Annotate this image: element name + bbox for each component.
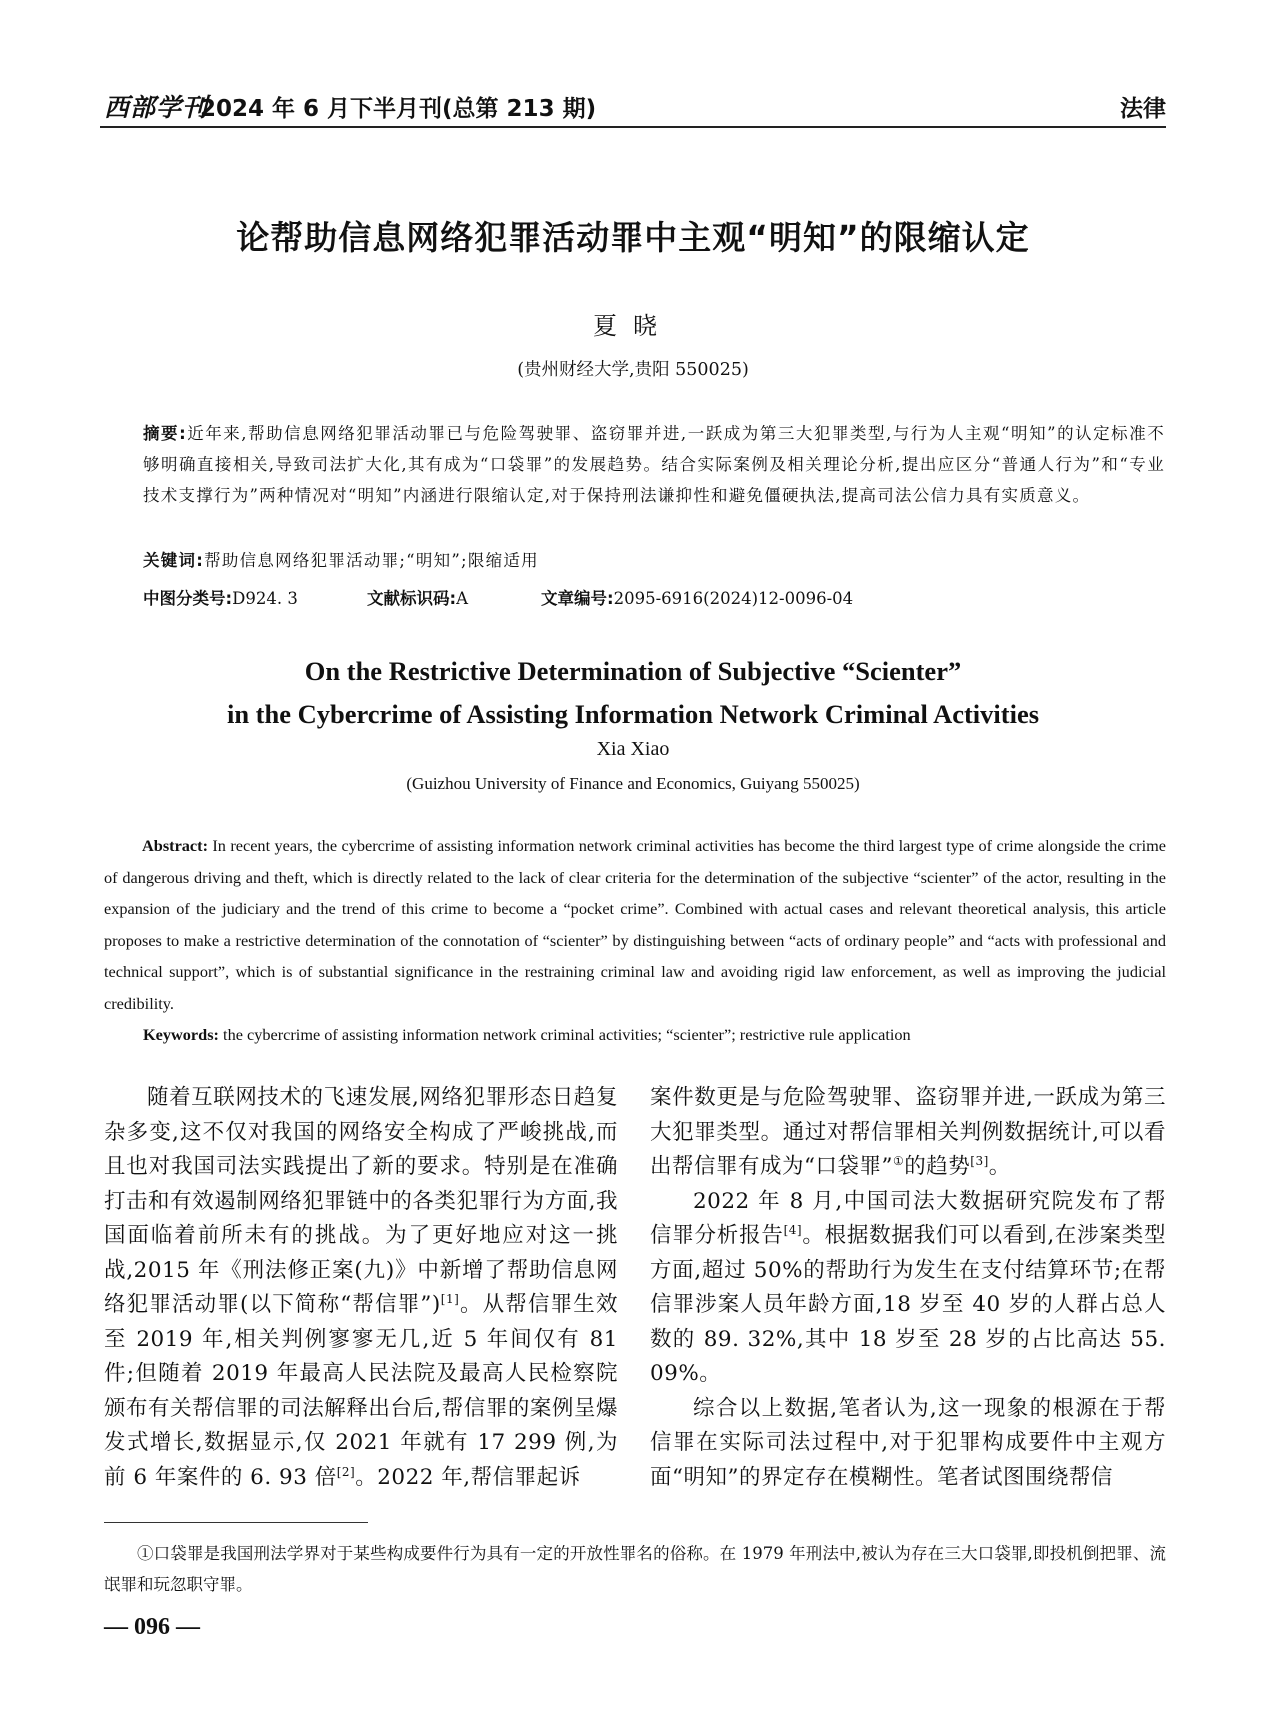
footnote-rule	[104, 1522, 368, 1523]
body-text: 。根据数据我们可以看到,在涉案类型方面,超过 50%的帮助行为发生在支付结算环节;在帮信罪涉案人员年龄方面,18 岁至 40 岁的人群占总人数的 89. 32%,其中 18 岁至 28 岁的占比高达 55. 09%。	[650, 1223, 1166, 1386]
title-en-line2: in the Cybercrime of Assisting Information Network Criminal Activities	[226, 699, 1040, 729]
author-en: Xia Xiao	[596, 738, 670, 760]
body-paragraph	[104, 1081, 618, 1495]
abstract-cn-label: 摘要:	[143, 424, 187, 443]
body-text: 案件数更是与危险驾驶罪、盗窃罪并进,一跃成为第三大犯罪类型。通过对帮信罪相关判例数据统计,可以看出帮信罪有成为“口袋罪”	[650, 1085, 1166, 1179]
doc-code-value: A	[456, 589, 469, 608]
abstract-cn-text: 近年来,帮助信息网络犯罪活动罪已与危险驾驶罪、盗窃罪并进,一跃成为第三大犯罪类型,与行为人主观“明知”的认定标准不够明确直接相关,导致司法扩大化,其有成为“口袋罪”的发展趋势。结合实际案例及相关理论分析,提出应区分“普通人行为”和“专业技术支撑行为”两种情况对“明知”内涵进行限缩认定,对于保持刑法谦抑性和避免僵硬执法,提高司法公信力具有实质意义。	[143, 424, 1165, 505]
body-text: 。	[988, 1154, 1011, 1179]
body-paragraph	[650, 1185, 1166, 1392]
keywords-cn	[143, 547, 1143, 571]
document-code	[367, 585, 468, 609]
body-text: 。从帮信罪生效至 2019 年,相关判例寥寥无几,近 5 年间仅有 81 件;但随着 2019 年最高人民法院及最高人民检察院颁布有关帮信罪的司法解释出台后,帮信罪的案例呈爆发式增长,数据显示,仅 2021 年就有 17 299 例,为前 6 年案件的 6. 93 倍	[104, 1292, 618, 1490]
clc-label: 中图分类号:	[143, 589, 233, 608]
body-paragraph	[650, 1081, 1166, 1185]
affiliation-en: (Guizhou University of Finance and Economics, Guiyang 550025)	[406, 774, 860, 793]
body-column-left	[104, 1081, 618, 1495]
footnote-mark: ①	[892, 1153, 905, 1168]
affiliation-cn: (贵州财经大学,贵阳 550025)	[517, 360, 749, 380]
section-name: 法律	[1120, 96, 1166, 122]
citation-ref: [1]	[440, 1291, 460, 1306]
keywords-en	[143, 1025, 1166, 1045]
clc-number	[143, 585, 298, 609]
citation-ref: [4]	[783, 1222, 803, 1237]
running-header	[104, 86, 1166, 122]
journal-issue: 2024 年 6 月下半月刊(总第 213 期)	[200, 96, 597, 122]
doc-code-label: 文献标识码:	[367, 589, 457, 608]
page-title-en	[100, 650, 1166, 736]
clc-value: D924. 3	[232, 589, 298, 608]
keywords-en-label: Keywords:	[143, 1025, 219, 1044]
body-paragraph	[650, 1392, 1166, 1496]
abstract-en	[104, 830, 1166, 1019]
article-no-value: 2095-6916(2024)12-0096-04	[613, 589, 854, 608]
header-rule	[100, 126, 1166, 128]
abstract-en-text: In recent years, the cybercrime of assisting information network criminal activities has become the third largest type of crime alongside the crime of dangerous driving and theft, which is directly related to the lack of clear criteria for the determination of the subjective “scienter” of the actor, resulting in the expansion of the judiciary and the trend of this crime to become a “pocket crime”. Combined with actual cases and relevant theoretical analysis, this article proposes to make a restrictive determination of the connotation of “scienter” by distinguishing between “acts of ordinary people” and “acts with professional and technical support”, which is of substantial significance in the restraining criminal law and avoiding rigid law enforcement, as well as improving the judicial credibility.	[104, 836, 1166, 1013]
body-text: 的趋势	[904, 1154, 971, 1179]
journal-logo: 西部学刊	[104, 93, 209, 122]
keywords-en-text: the cybercrime of assisting information network criminal activities; “scienter”; restrictive rule application	[223, 1025, 911, 1044]
body-text: 2022 年 8 月,中国司法大数据研究院发布了帮信罪分析报告	[650, 1188, 1166, 1248]
citation-ref: [2]	[336, 1464, 356, 1479]
abstract-cn	[143, 418, 1165, 511]
title-en-line1: On the Restrictive Determination of Subjective “Scienter”	[304, 656, 962, 686]
author-cn: 夏晓	[593, 312, 673, 340]
keywords-cn-text: 帮助信息网络犯罪活动罪;“明知”;限缩适用	[204, 551, 539, 570]
body-text: 随着互联网技术的飞速发展,网络犯罪形态日趋复杂多变,这不仅对我国的网络安全构成了严峻挑战,而且也对我国司法实践提出了新的要求。特别是在准确打击和有效遏制网络犯罪链中的各类犯罪行为方面,我国面临着前所未有的挑战。为了更好地应对这一挑战,2015 年《刑法修正案(九)》中新增了帮助信息网络犯罪活动罪(以下简称“帮信罪”)	[104, 1085, 618, 1317]
citation-ref: [3]	[970, 1153, 989, 1168]
body-text: 。2022 年,帮信罪起诉	[355, 1464, 581, 1490]
body-column-right	[650, 1081, 1166, 1495]
page-title-cn: 论帮助信息网络犯罪活动罪中主观“明知”的限缩认定	[236, 218, 1030, 257]
footnote: ①口袋罪是我国刑法学界对于某些构成要件行为具有一定的开放性罪名的俗称。在 1979 年刑法中,被认为存在三大口袋罪,即投机倒把罪、流氓罪和玩忽职守罪。	[104, 1544, 1166, 1594]
keywords-cn-label: 关键词:	[143, 551, 205, 570]
page-number: — 096 —	[104, 1614, 200, 1640]
body-text: 综合以上数据,笔者认为,这一现象的根源在于帮信罪在实际司法过程中,对于犯罪构成要件中主观方面“明知”的界定存在模糊性。笔者试图围绕帮信	[650, 1395, 1166, 1490]
abstract-en-label: Abstract:	[142, 836, 209, 855]
article-no-label: 文章编号:	[541, 589, 614, 608]
article-number	[541, 585, 853, 609]
